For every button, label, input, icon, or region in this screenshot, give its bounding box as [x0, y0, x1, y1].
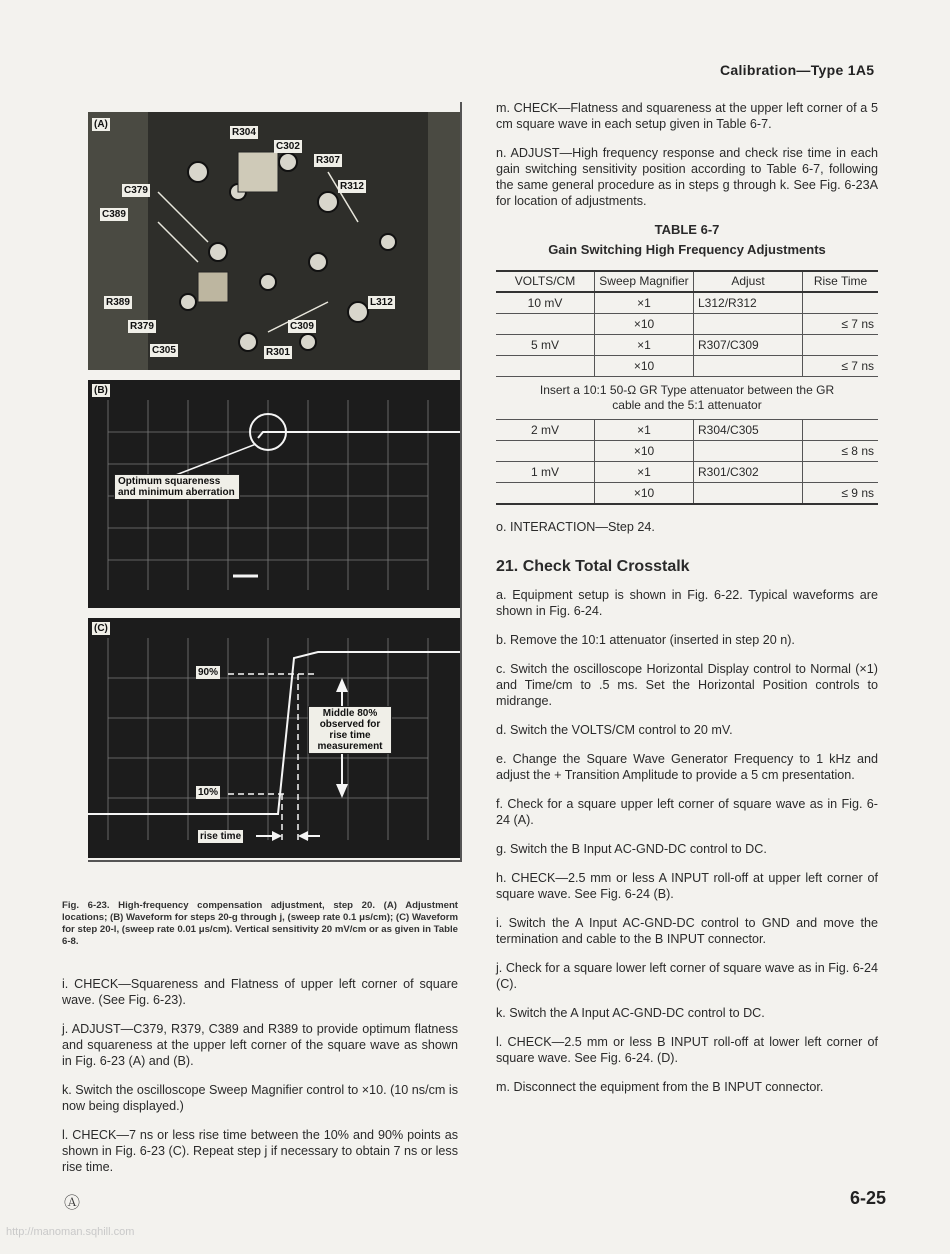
table-cell: [496, 483, 595, 505]
right-column: [496, 100, 878, 1108]
table-cell: R304/C305: [694, 420, 803, 441]
step-paragraph: d. Switch the VOLTS/CM control to 20 mV.: [496, 723, 733, 737]
table-cell: ×1: [595, 420, 694, 441]
table-cell: L312/R312: [694, 292, 803, 314]
step-paragraph: j. Check for a square lower left corner of square wave as in Fig. 6-24 (C).: [496, 961, 878, 991]
table-cell: ×10: [595, 441, 694, 462]
table-cell: [496, 314, 595, 335]
table-cell: [496, 441, 595, 462]
table-cell: ≤ 7 ns: [803, 314, 879, 335]
table-row: [496, 441, 878, 462]
step-paragraph: o. INTERACTION—Step 24.: [496, 520, 655, 534]
table-cell: [694, 314, 803, 335]
step-paragraph: h. CHECK—2.5 mm or less A INPUT roll-off at upper left corner of square wave. See Fig. 6-24 (B).: [496, 871, 878, 901]
panel-b-label: (B): [94, 385, 108, 396]
table-subtitle: Gain Switching High Frequency Adjustments: [548, 242, 826, 257]
footer-mark: Ⓐ: [64, 1195, 81, 1212]
component-label: C302: [276, 141, 300, 152]
table-header: VOLTS/CM: [496, 271, 595, 292]
rise-time-label: rise time: [200, 831, 242, 842]
table-cell: ×10: [595, 483, 694, 505]
left-column: [62, 976, 458, 1188]
table-title: TABLE 6-7: [654, 222, 720, 237]
watermark-url: http://manoman.sqhill.com: [6, 1226, 135, 1238]
figure-panel-b-scope: [88, 380, 460, 608]
table-cell: ≤ 8 ns: [803, 441, 879, 462]
table-header: Rise Time: [803, 271, 879, 292]
label-10-percent: 10%: [198, 787, 219, 798]
step-paragraph: k. Switch the A Input AC-GND-DC control to DC.: [496, 1006, 765, 1020]
table-cell: ≤ 7 ns: [803, 356, 879, 377]
table-cell: [803, 462, 879, 483]
table-row: [496, 356, 878, 377]
step-paragraph: a. Equipment setup is shown in Fig. 6-22. Typical waveforms are shown in Fig. 6-24.: [496, 588, 878, 618]
step-paragraph: l. CHECK—7 ns or less rise time between the 10% and 90% points as shown in Fig. 6-23 (C). Repeat step j if necessary to obtain 7 ns or less rise time.: [62, 1128, 458, 1174]
table-cell: ×1: [595, 462, 694, 483]
table-row: [496, 483, 878, 505]
gain-switching-table: [496, 270, 878, 505]
component-label: R304: [232, 127, 256, 138]
panel-c-label: (C): [94, 623, 108, 634]
component-label: C305: [152, 345, 176, 356]
step-paragraph: c. Switch the oscilloscope Horizontal Display control to Normal (×1) and Time/cm to .5 ms. Set the Horizontal Position controls to midrange.: [496, 662, 878, 708]
step-paragraph: e. Change the Square Wave Generator Frequency to 1 kHz and adjust the + Transition Amplitude to provide a 5 cm presentation.: [496, 752, 878, 782]
table-cell: 1 mV: [496, 462, 595, 483]
table-header: Adjust: [694, 271, 803, 292]
table-cell: [803, 420, 879, 441]
table-row: [496, 420, 878, 441]
component-label: L312: [370, 297, 393, 308]
panel-a-label: (A): [94, 119, 108, 130]
table-cell: [694, 441, 803, 462]
table-cell: ×1: [595, 292, 694, 314]
component-label: R379: [130, 321, 154, 332]
table-header: Sweep Magnifier: [595, 271, 694, 292]
table-row: [496, 314, 878, 335]
table-cell: [803, 292, 879, 314]
table-cell: [803, 335, 879, 356]
table-row: [496, 462, 878, 483]
step-paragraph: b. Remove the 10:1 attenuator (inserted in step 20 n).: [496, 633, 795, 647]
table-cell: [694, 356, 803, 377]
table-cell: 2 mV: [496, 420, 595, 441]
component-label: C389: [102, 209, 126, 220]
table-cell: [694, 483, 803, 505]
page-header: Calibration—Type 1A5: [720, 62, 875, 78]
table-row: [496, 335, 878, 356]
table-row: [496, 292, 878, 314]
table-cell: R301/C302: [694, 462, 803, 483]
scope-graticule-risetime: [88, 618, 460, 858]
figure-panel-c-scope: [88, 618, 460, 858]
table-cell: [496, 356, 595, 377]
step-paragraph: i. CHECK—Squareness and Flatness of upper left corner of square wave. (See Fig. 6-23).: [62, 977, 458, 1007]
table-cell: ×10: [595, 356, 694, 377]
table-note: Insert a 10:1 50-Ω GR Type attenuator between the GR cable and the 5:1 attenuator: [539, 383, 835, 412]
figure-caption: Fig. 6-23. High-frequency compensation adjustment, step 20. (A) Adjustment locations; (B) Waveform for steps 20-g through j, (sweep rate 0.1 μs/cm); (C) Waveform for step 20-l, (sweep rate 0.01 μs/cm). Vertical sensitivity 20 mV/cm or as given in Table 6-8.: [62, 900, 458, 947]
component-label: R301: [266, 347, 290, 358]
step-paragraph: m. CHECK—Flatness and squareness at the upper left corner of a 5 cm square wave in each setup given in Table 6-7.: [496, 101, 878, 131]
component-label: C379: [124, 185, 148, 196]
step-paragraph: m. Disconnect the equipment from the B INPUT connector.: [496, 1080, 824, 1094]
table-note-row: [496, 377, 878, 420]
step-paragraph: n. ADJUST—High frequency response and check rise time in each gain switching sensitivity position according to Table 6-7, following the same general procedure as in steps g through k. See Fig. 6-23A for location of adjustments.: [496, 146, 878, 208]
step-paragraph: k. Switch the oscilloscope Sweep Magnifier control to ×10. (10 ns/cm is now being displayed.): [62, 1083, 458, 1113]
figure-panel-a-photo: [88, 112, 460, 370]
section-heading: 21. Check Total Crosstalk: [496, 558, 690, 575]
component-label: R389: [106, 297, 130, 308]
table-cell: R307/C309: [694, 335, 803, 356]
component-label: C309: [290, 321, 314, 332]
step-paragraph: i. Switch the A Input AC-GND-DC control to GND and move the termination and cable to the B INPUT connector.: [496, 916, 878, 946]
label-90-percent: 90%: [198, 667, 219, 678]
component-label: R307: [316, 155, 340, 166]
middle-80-annotation: Middle 80% observed for rise time measurement: [308, 706, 392, 754]
table-cell: ×1: [595, 335, 694, 356]
step-paragraph: j. ADJUST—C379, R379, C389 and R389 to provide optimum flatness and squareness at the upper left corner of the square wave as shown in Fig. 6-23 (A) and (B).: [62, 1022, 458, 1068]
page-number: 6-25: [850, 1188, 887, 1208]
component-label: R312: [340, 181, 364, 192]
optimum-squareness-annotation: Optimum squareness and minimum aberration: [114, 474, 240, 500]
table-cell: 5 mV: [496, 335, 595, 356]
step-paragraph: l. CHECK—2.5 mm or less B INPUT roll-off at lower left corner of square wave. See Fig. 6-24. (D).: [496, 1035, 878, 1065]
step-paragraph: f. Check for a square upper left corner of square wave as in Fig. 6-24 (A).: [496, 797, 878, 827]
table-cell: ×10: [595, 314, 694, 335]
table-cell: ≤ 9 ns: [803, 483, 879, 505]
step-paragraph: g. Switch the B Input AC-GND-DC control to DC.: [496, 842, 767, 856]
table-cell: 10 mV: [496, 292, 595, 314]
